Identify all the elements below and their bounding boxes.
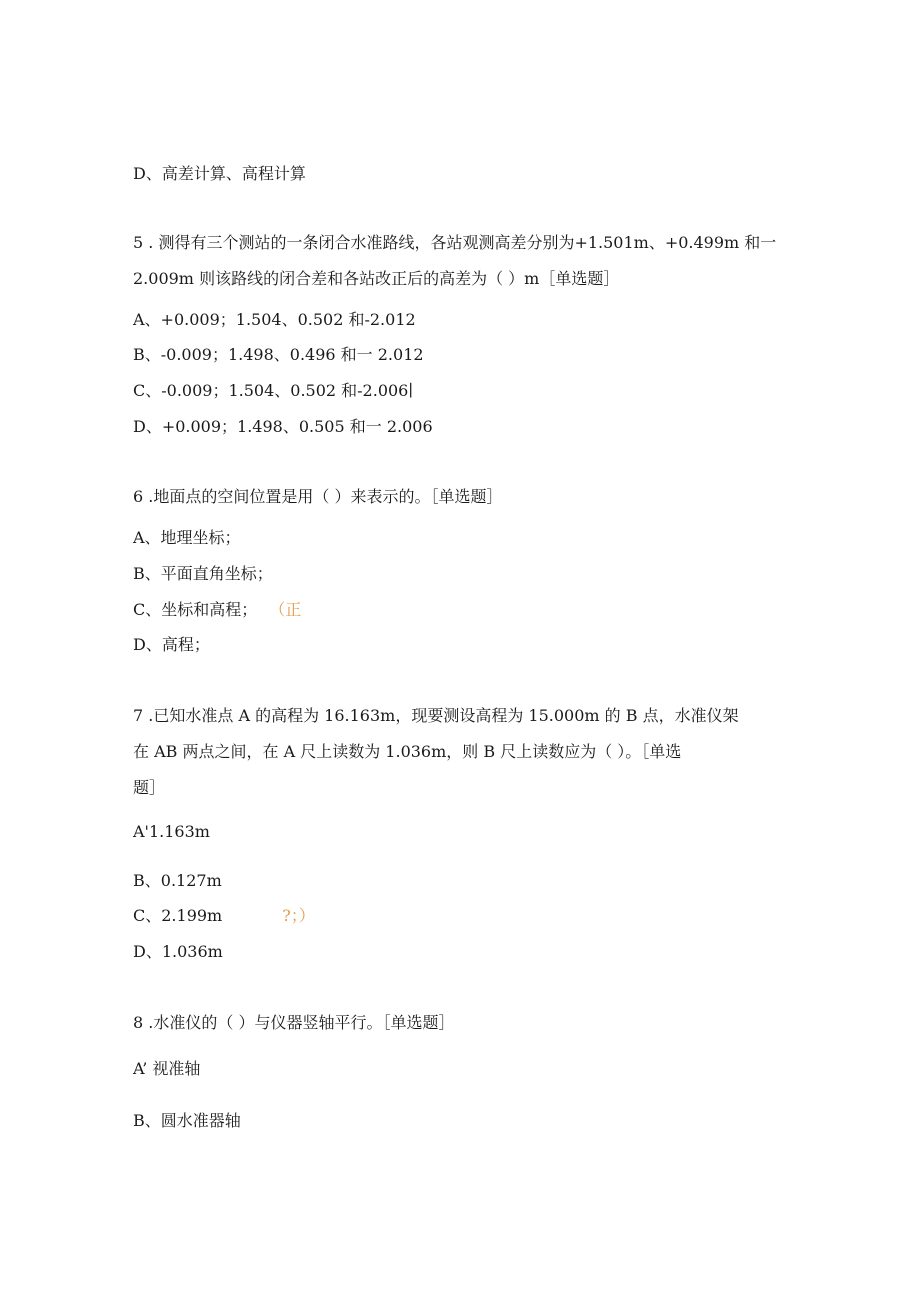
question-6-option-c: C、坐标和高程；	[133, 600, 258, 619]
question-6-option-a: A、地理坐标；	[133, 528, 241, 547]
question-8-option-b: B、圆水准器轴	[133, 1111, 241, 1130]
question-7-stem-line-2: 在 AB 两点之间，在 A 尺上读数为 1.036m，则 B 尺上读数应为（ ）。［单选	[133, 742, 682, 761]
question-7-stem-line-1: 7 .已知水准点 A 的高程为 16.163m，现要测设高程为 15.000m 的 B 点，水准仪架	[133, 706, 739, 725]
question-5-option-c: C、-0.009；1.504、0.502 和-2.006∣	[133, 381, 414, 400]
question-5-stem-line-1: 5 . 测得有三个测站的一条闭合水准路线，各站观测高差分别为+1.501m、+0.499m 和一	[133, 233, 777, 252]
question-6-option-c-row	[133, 599, 301, 621]
question-7-stem-line-3: 题］	[133, 778, 166, 797]
question-7-option-d: D、1.036m	[133, 942, 223, 961]
question-5-option-b: B、-0.009；1.498、0.496 和一 2.012	[133, 345, 424, 364]
question-6-option-c-note: （正	[269, 600, 302, 619]
question-7-option-c: C、2.199m	[133, 906, 223, 925]
question-8-option-a: A’ 视准轴	[133, 1059, 201, 1078]
question-5-option-a: A、+0.009；1.504、0.502 和-2.012	[133, 310, 416, 329]
question-5-stem-line-2: 2.009m 则该路线的闭合差和各站改正后的高差为（ ）m［单选题］	[133, 269, 620, 288]
question-4-option-d: D、高差计算、高程计算	[133, 164, 306, 183]
question-7-option-a: A'1.163m	[133, 822, 210, 841]
question-6-option-b: B、平面直角坐标；	[133, 564, 273, 583]
question-7-option-b: B、0.127m	[133, 871, 222, 890]
question-6-stem: 6 .地面点的空间位置是用（ ）来表示的。［单选题］	[133, 487, 503, 506]
question-5-option-d: D、+0.009；1.498、0.505 和一 2.006	[133, 417, 433, 436]
question-7-option-c-note: ?；）	[282, 906, 315, 925]
question-6-option-d: D、高程；	[133, 635, 210, 654]
question-8-stem: 8 .水准仪的（ ）与仪器竖轴平行。［单选题］	[133, 1013, 455, 1032]
question-7-option-c-row	[133, 905, 315, 927]
